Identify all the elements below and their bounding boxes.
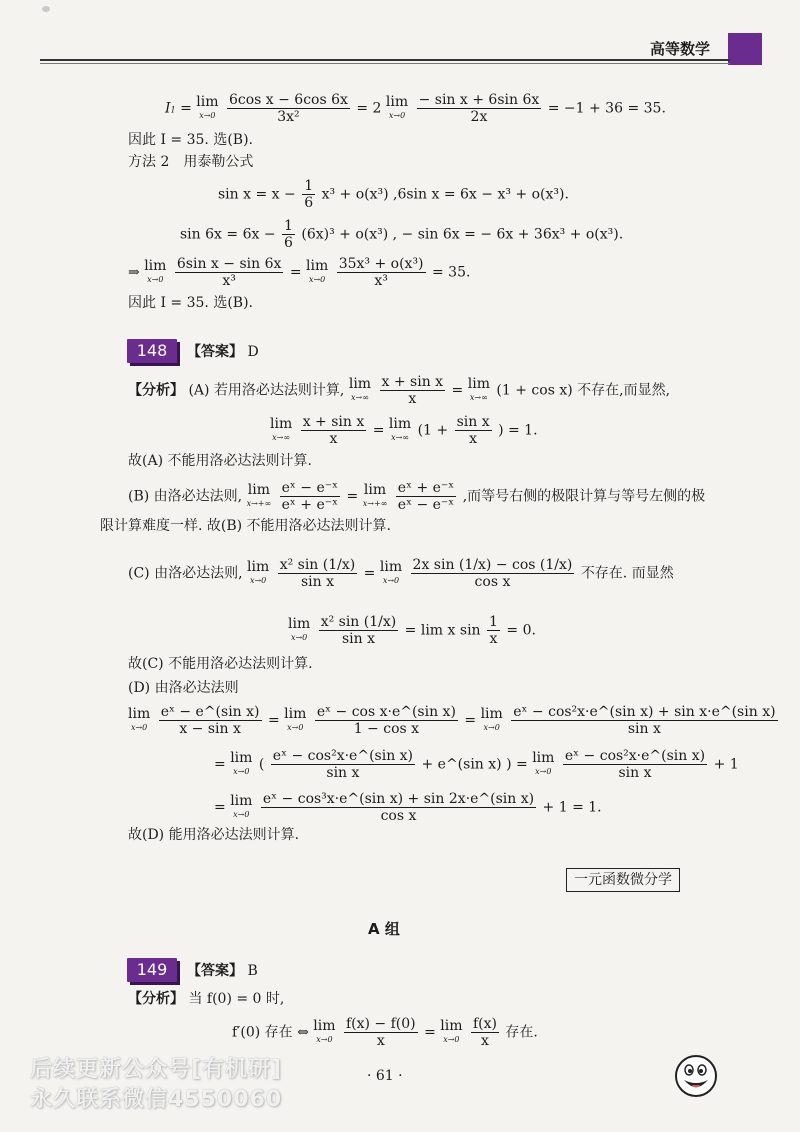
analysis-line: 【分析】 当 f(0) = 0 时, [128, 991, 285, 1007]
section-label: 一元函数微分学 [566, 868, 680, 892]
text-line: 因此 I = 35. 选(B). [128, 132, 253, 148]
header-title: 高等数学 [650, 40, 711, 58]
text-line: 故(D) 能用洛必达法则计算. [128, 827, 300, 843]
formula-d3: = lim x→0 ( $\frac{\text{eˣ − cos²x·e\textasciicircum{}(sin x)}}{\text{sin x}}$ + e^(sin x) ) = lim x→0 $\frac{\text{eˣ − cos²x·e\textasciicircum{}(sin x)}}{\text{sin x}}$ + 1 [214, 748, 739, 781]
page-number: · 61 · [367, 1068, 403, 1084]
text-line: 限计算难度一样. 故(B) 不能用洛必达法则计算. [100, 518, 392, 534]
formula-d2: lim x→0 $\frac{\text{eˣ − e\textasciicircum{}(sin x)}}{\text{x − sin x}}$ = lim x→0 $\frac{\text{eˣ − cos x·e\textasciicircum{}(sin x)}}{\text{1 − cos x}}$ = lim x→0 $\frac{\text{eˣ − cos²x·e\textasciicircum{}(sin x) + sin x·e\textasciicircum{}(sin x)}}{\text{sin x}}$ [128, 704, 776, 737]
text-line: (D) 由洛必达法则 [128, 680, 239, 696]
formula-limit-35: ⇒ lim x→0 $\frac{\text{6sin x − sin 6x}}{\text{x³}}$ = lim x→0 $\frac{\text{35x³ + o(x³)}}{\text{x³}}$ = 35. [128, 256, 471, 289]
formula-derivative: f′(0) 存在 ⇔ lim x→0 $\frac{f(x) - f(0)}{x}$ = lim x→0 $\frac{f(x)}{x}$ 存在. [232, 1016, 538, 1049]
question-number-badge: 149 [127, 958, 177, 982]
analysis-b1: (B) 由洛必达法则, lim x→+∞ $\frac{\text{eˣ − e⁻ˣ}}{\text{eˣ + e⁻ˣ}}$ = lim x→+∞ $\frac{\text{eˣ + e⁻ˣ}}{\text{eˣ − e⁻ˣ}}$ ,而等号右侧的极限计算与等号左侧的极 [128, 480, 706, 513]
formula-taylor-sin: sin x = x − $\frac{1}{6}$ x³ + o(x³) ,6sin x = 6x − x³ + o(x³). [218, 178, 569, 211]
method-heading: 方法 2 用泰勒公式 [128, 154, 254, 170]
formula-c2: lim x→0 $\frac{\text{x² sin (1/x)}}{\text{sin x}}$ = lim x sin $\frac{1}{x}$ = 0. [288, 614, 536, 647]
header-rule-thin [40, 63, 730, 64]
analysis-c1: (C) 由洛必达法则, lim x→0 $\frac{\text{x² sin (1/x)}}{\text{sin x}}$ = lim x→0 $\frac{\text{2x sin (1/x) − cos (1/x)}}{\text{cos x}}$ 不存在. 而显然 [128, 557, 674, 590]
formula-a2: lim x→∞ $\frac{\text{x + sin x}}{x}$ = lim x→∞ (1 + $\frac{\text{sin x}}{x}$ ) = 1. [270, 414, 538, 447]
text-line: 因此 I = 35. 选(B). [128, 295, 253, 311]
smiley-icon [672, 1052, 720, 1100]
formula-i1: I1 = lim x→0 $\frac{\text{6cos x − 6cos 6x}}{\text{3x²}}$ = 2 lim x→0 $\frac{\text{− sin x + 6sin 6x}}{2x}$ = −1 + 36 = 35. [165, 92, 666, 125]
text-line: 故(C) 不能用洛必达法则计算. [128, 656, 313, 672]
group-title: A 组 [368, 920, 400, 938]
watermark-line-2: 永久联系微信4550060 [30, 1087, 283, 1112]
scan-mark [42, 6, 50, 12]
formula-taylor-sin6x: sin 6x = 6x − $\frac{1}{6}$ (6x)³ + o(x³) , − sin 6x = − 6x + 36x³ + o(x³). [180, 218, 624, 251]
text-line: 故(A) 不能用洛必达法则计算. [128, 453, 312, 469]
header-rule [40, 59, 730, 61]
answer-line: 【答案】 B [187, 963, 258, 979]
answer-line: 【答案】 D [187, 344, 259, 360]
formula-d4: = lim x→0 $\frac{\text{eˣ − cos³x·e\textasciicircum{}(sin x) + sin 2x·e\textasciicircum{}(sin x)}}{\text{cos x}}$ + 1 = 1. [214, 791, 602, 824]
watermark-line-1: 后续更新公众号[有机研] [30, 1057, 283, 1082]
analysis-a1: 【分析】 (A) 若用洛必达法则计算, lim x→∞ $\frac{\text{x + sin x}}{x}$ = lim x→∞ (1 + cos x) 不存在,而显然, [128, 374, 671, 407]
header-color-tab [728, 33, 762, 65]
question-number-badge: 148 [127, 339, 177, 363]
